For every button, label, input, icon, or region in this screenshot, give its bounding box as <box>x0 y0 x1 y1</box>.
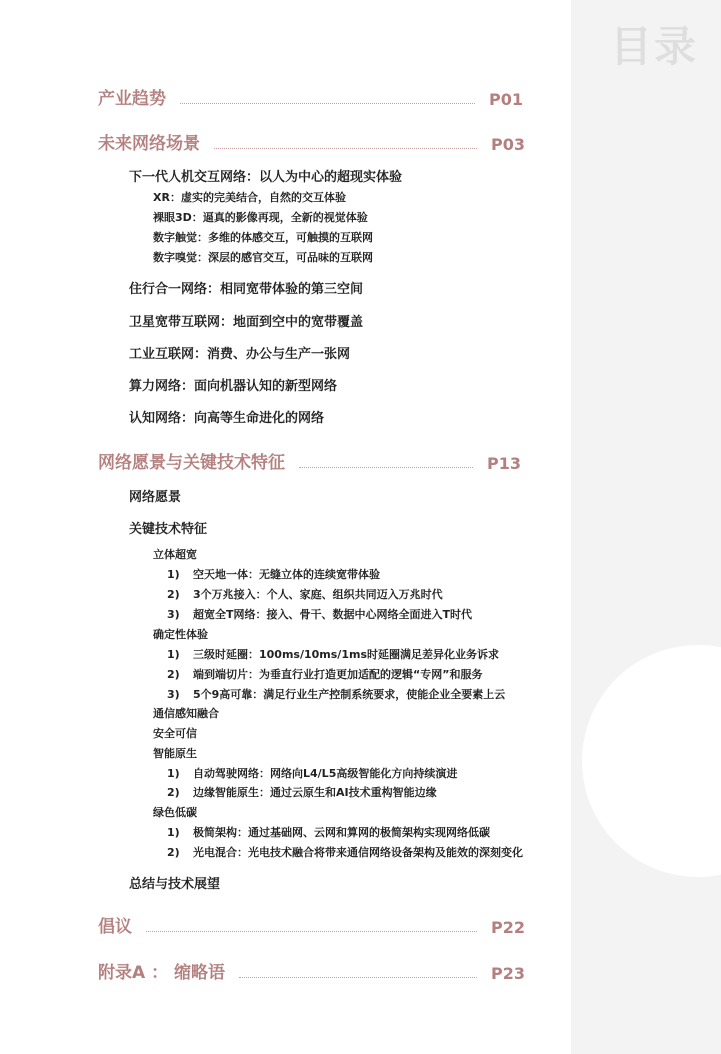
toc-point[interactable] <box>167 586 443 602</box>
toc-section-initiative[interactable] <box>98 912 525 937</box>
toc-point[interactable] <box>167 686 505 702</box>
point-text: 超宽全T网络：接入、骨干、数据中心网络全面进入T时代 <box>193 608 473 621</box>
toc-item-living-travel[interactable]: 住行合一网络：相同宽带体验的第三空间 <box>129 282 364 297</box>
point-text: 自动驾驶网络：网络向L4/L5高级智能化方向持续演进 <box>193 767 458 780</box>
toc-point[interactable] <box>167 765 457 781</box>
section-label: 产业趋势 <box>98 89 166 109</box>
dot-leader <box>214 148 477 149</box>
toc-section-industry-trends[interactable] <box>98 84 523 109</box>
toc-subitem-deterministic[interactable]: 确定性体验 <box>153 628 208 641</box>
point-text: 三级时延圈：100ms/10ms/1ms时延圈满足差异化业务诉求 <box>193 648 499 661</box>
section-label: 附录A ： 缩略语 <box>98 963 225 983</box>
toc-item-cognitive[interactable]: 认知网络：向高等生命进化的网络 <box>129 411 325 426</box>
toc-point[interactable] <box>167 666 482 682</box>
section-page: P23 <box>491 964 525 983</box>
toc-item-vision[interactable]: 网络愿景 <box>129 490 182 505</box>
toc-item-hci-network[interactable]: 下一代人机交互网络：以人为中心的超现实体验 <box>129 170 403 185</box>
toc-subitem-smell[interactable]: 数字嗅觉：深层的感官交互，可品味的互联网 <box>153 251 373 264</box>
toc-item-industrial[interactable]: 工业互联网：消费、办公与生产一张网 <box>129 347 351 362</box>
point-number: 1) <box>167 568 180 581</box>
section-page: P22 <box>491 918 525 937</box>
toc-subitem-green[interactable]: 绿色低碳 <box>153 806 197 819</box>
toc-item-computing[interactable]: 算力网络：面向机器认知的新型网络 <box>129 379 338 394</box>
point-number: 1) <box>167 648 180 661</box>
dot-leader <box>180 103 475 104</box>
point-text: 3个万兆接入：个人、家庭、组织共同迈入万兆时代 <box>193 588 443 601</box>
toc-subitem-3d[interactable]: 裸眼3D：逼真的影像再现，全新的视觉体验 <box>153 211 368 224</box>
toc-subitem-sensing[interactable]: 通信感知融合 <box>153 707 219 720</box>
toc-section-appendix[interactable] <box>98 958 525 983</box>
toc-item-key-features[interactable]: 关键技术特征 <box>129 522 208 537</box>
point-number: 3) <box>167 688 180 701</box>
toc-section-future-scenarios[interactable] <box>98 129 525 154</box>
toc-subitem-security[interactable]: 安全可信 <box>153 727 197 740</box>
point-number: 2) <box>167 588 180 601</box>
section-page: P13 <box>487 454 521 473</box>
section-page: P03 <box>491 135 525 154</box>
toc-point[interactable] <box>167 784 437 800</box>
point-number: 3) <box>167 608 180 621</box>
toc-point[interactable] <box>167 646 499 662</box>
dot-leader <box>146 931 477 932</box>
toc-subitem-native[interactable]: 智能原生 <box>153 747 197 760</box>
side-band <box>571 0 721 1054</box>
point-text: 极简架构：通过基础网、云网和算网的极简架构实现网络低碳 <box>193 826 490 839</box>
point-number: 1) <box>167 826 180 839</box>
point-text: 空天地一体：无缝立体的连续宽带体验 <box>193 568 380 581</box>
toc-subitem-xr[interactable]: XR：虚实的完美结合，自然的交互体验 <box>153 191 346 204</box>
toc-point[interactable] <box>167 844 523 860</box>
toc-subitem-stereo[interactable]: 立体超宽 <box>153 548 197 561</box>
dot-leader <box>239 977 477 978</box>
point-text: 端到端切片：为垂直行业打造更加适配的逻辑“专网”和服务 <box>193 668 483 681</box>
point-number: 2) <box>167 786 180 799</box>
section-label: 未来网络场景 <box>98 134 200 154</box>
toc-section-vision[interactable] <box>98 448 521 473</box>
toc-subitem-touch[interactable]: 数字触觉：多维的体感交互，可触摸的互联网 <box>153 231 373 244</box>
point-number: 1) <box>167 767 180 780</box>
toc-item-satellite[interactable]: 卫星宽带互联网：地面到空中的宽带覆盖 <box>129 315 364 330</box>
page-title: 目录 <box>610 22 699 71</box>
point-text: 光电混合：光电技术融合将带来通信网络设备架构及能效的深刻变化 <box>193 846 523 859</box>
section-page: P01 <box>489 90 523 109</box>
toc-point[interactable] <box>167 824 490 840</box>
toc-point[interactable] <box>167 606 472 622</box>
point-number: 2) <box>167 846 180 859</box>
point-number: 2) <box>167 668 180 681</box>
dot-leader <box>299 467 473 468</box>
toc-item-summary[interactable]: 总结与技术展望 <box>129 877 221 892</box>
section-label: 倡议 <box>98 917 132 937</box>
point-text: 边缘智能原生：通过云原生和AI技术重构智能边缘 <box>193 786 437 799</box>
section-label: 网络愿景与关键技术特征 <box>98 453 285 473</box>
toc-point[interactable] <box>167 566 380 582</box>
point-text: 5个9高可靠：满足行业生产控制系统要求，使能企业全要素上云 <box>193 688 506 701</box>
